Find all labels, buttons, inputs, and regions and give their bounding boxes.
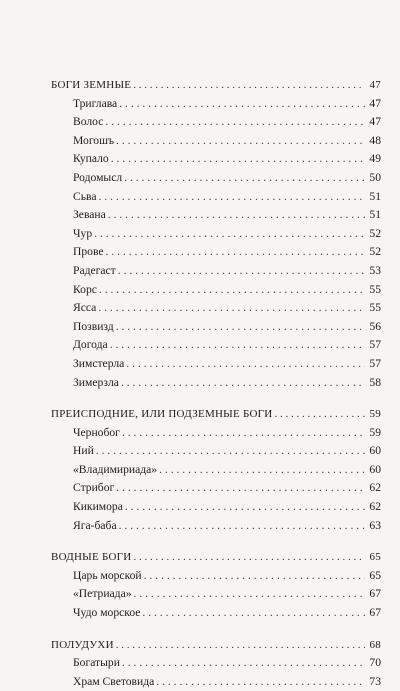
toc-entry (51, 95, 381, 114)
page-number: 63 (369, 518, 381, 532)
toc-entry (51, 585, 381, 604)
dot-leader (122, 654, 365, 673)
dot-leader (118, 262, 365, 281)
entry-title: «Владимириада» (73, 462, 158, 476)
dot-leader (144, 567, 365, 586)
dot-leader (108, 206, 365, 225)
toc-entry (51, 243, 381, 262)
page-number: 52 (369, 226, 381, 240)
page-number: 62 (369, 481, 381, 495)
section-title: ВОДНЫЕ БОГИ (51, 551, 132, 564)
dot-leader (156, 673, 365, 691)
entry-title: Могошъ (73, 133, 115, 147)
entry-title: Сьва (73, 189, 97, 203)
section-title: БОГИ ЗЕМНЫЕ (51, 79, 132, 91)
dot-leader (126, 355, 365, 374)
entry-title: Чур (73, 226, 93, 240)
dot-leader (119, 517, 365, 536)
dot-leader (159, 461, 365, 480)
dot-leader (106, 243, 365, 262)
toc-entry (51, 461, 381, 480)
entry-title: «Петриада» (73, 587, 132, 601)
dot-leader (105, 113, 365, 132)
entry-title: Зевана (73, 208, 106, 222)
entry-title: Царь морской (73, 568, 142, 582)
dot-leader (116, 132, 365, 151)
entry-title: Позвизд (73, 319, 114, 333)
toc-entry (51, 567, 381, 586)
entry-title: Радегаст (73, 263, 116, 277)
page-number: 60 (369, 462, 381, 476)
toc-entry (51, 374, 381, 393)
page-number: 60 (369, 444, 381, 458)
page-number: 59 (369, 425, 381, 439)
dot-leader (119, 95, 365, 114)
dot-leader (98, 299, 365, 318)
toc-entry (51, 150, 381, 169)
toc-entry (51, 479, 381, 498)
entry-title: Чудо морское (73, 606, 141, 620)
dot-leader (133, 76, 365, 95)
dot-leader (110, 336, 365, 355)
page-number: 51 (369, 208, 381, 222)
toc-entry (51, 206, 381, 225)
toc-entry (51, 654, 381, 673)
section-gap (51, 392, 381, 405)
dot-leader (124, 169, 365, 188)
dot-leader (274, 405, 365, 424)
toc-entry (51, 517, 381, 536)
page-number: 67 (369, 587, 381, 601)
toc-entry (51, 355, 381, 374)
entry-title: Купало (73, 152, 109, 166)
table-of-contents (51, 76, 381, 691)
toc-section-entry (51, 405, 381, 424)
dot-leader (99, 281, 365, 300)
entry-title: Ний (73, 444, 94, 458)
entry-title: Зимерзла (73, 375, 119, 389)
dot-leader (125, 498, 365, 517)
entry-title: Ясса (73, 301, 97, 315)
page-number: 47 (369, 96, 381, 110)
page-number: 68 (369, 638, 381, 651)
entry-title: Храм Световида (73, 674, 155, 688)
dot-leader (99, 188, 366, 207)
page-number: 52 (369, 245, 381, 259)
toc-section-entry (51, 76, 381, 95)
page-number: 56 (369, 319, 381, 333)
dot-leader (122, 424, 365, 443)
dot-leader (116, 479, 365, 498)
entry-title: Прове (73, 245, 104, 259)
toc-entry (51, 673, 381, 691)
toc-entry (51, 604, 381, 623)
section-title: ПОЛУДУХИ (51, 638, 114, 651)
page-number: 49 (369, 152, 381, 166)
entry-title: Богатыри (73, 656, 120, 670)
toc-entry (51, 299, 381, 318)
page-number: 70 (369, 656, 381, 670)
entry-title: Чернобог (73, 425, 120, 439)
dot-leader (116, 636, 365, 655)
toc-section-entry (51, 548, 381, 567)
toc-entry (51, 442, 381, 461)
toc-entry (51, 281, 381, 300)
entry-title: Кикимора (73, 500, 123, 514)
page-number: 47 (369, 115, 381, 129)
page-number: 48 (369, 133, 381, 147)
entry-title: Зимстерла (73, 356, 125, 370)
dot-leader (111, 150, 365, 169)
page-number: 55 (369, 301, 381, 315)
page-number: 51 (369, 189, 381, 203)
entry-title: Стрибог (73, 481, 115, 495)
toc-entry (51, 262, 381, 281)
entry-title: Родомысл (73, 170, 123, 184)
page-number: 65 (369, 551, 381, 564)
dot-leader (94, 225, 365, 244)
section-gap (51, 535, 381, 548)
toc-entry (51, 188, 381, 207)
dot-leader (96, 442, 365, 461)
dot-leader (121, 374, 365, 393)
page-number: 53 (369, 263, 381, 277)
page-number: 58 (369, 375, 381, 389)
entry-title: Волос (73, 115, 104, 129)
toc-section-entry (51, 636, 381, 655)
page-number: 47 (369, 79, 381, 91)
toc-entry (51, 424, 381, 443)
dot-leader (133, 548, 365, 567)
page-number: 50 (369, 170, 381, 184)
toc-entry (51, 498, 381, 517)
entry-title: Яга-баба (73, 518, 117, 532)
dot-leader (116, 318, 365, 337)
toc-entry (51, 169, 381, 188)
page-number: 57 (369, 356, 381, 370)
toc-entry (51, 318, 381, 337)
dot-leader (142, 604, 365, 623)
page-number: 65 (369, 568, 381, 582)
toc-entry (51, 132, 381, 151)
section-title: ПРЕИСПОДНИЕ, ИЛИ ПОДЗЕМНЫЕ БОГИ (51, 408, 273, 421)
page-number: 67 (369, 606, 381, 620)
toc-entry (51, 113, 381, 132)
toc-entry (51, 225, 381, 244)
page-number: 55 (369, 282, 381, 296)
page-number: 62 (369, 500, 381, 514)
page-number: 59 (369, 408, 381, 421)
page-number: 57 (369, 338, 381, 352)
dot-leader (134, 585, 365, 604)
page-number: 73 (369, 674, 381, 688)
entry-title: Догода (73, 338, 108, 352)
toc-entry (51, 336, 381, 355)
entry-title: Триглава (73, 96, 118, 110)
section-gap (51, 623, 381, 636)
entry-title: Корс (73, 282, 97, 296)
